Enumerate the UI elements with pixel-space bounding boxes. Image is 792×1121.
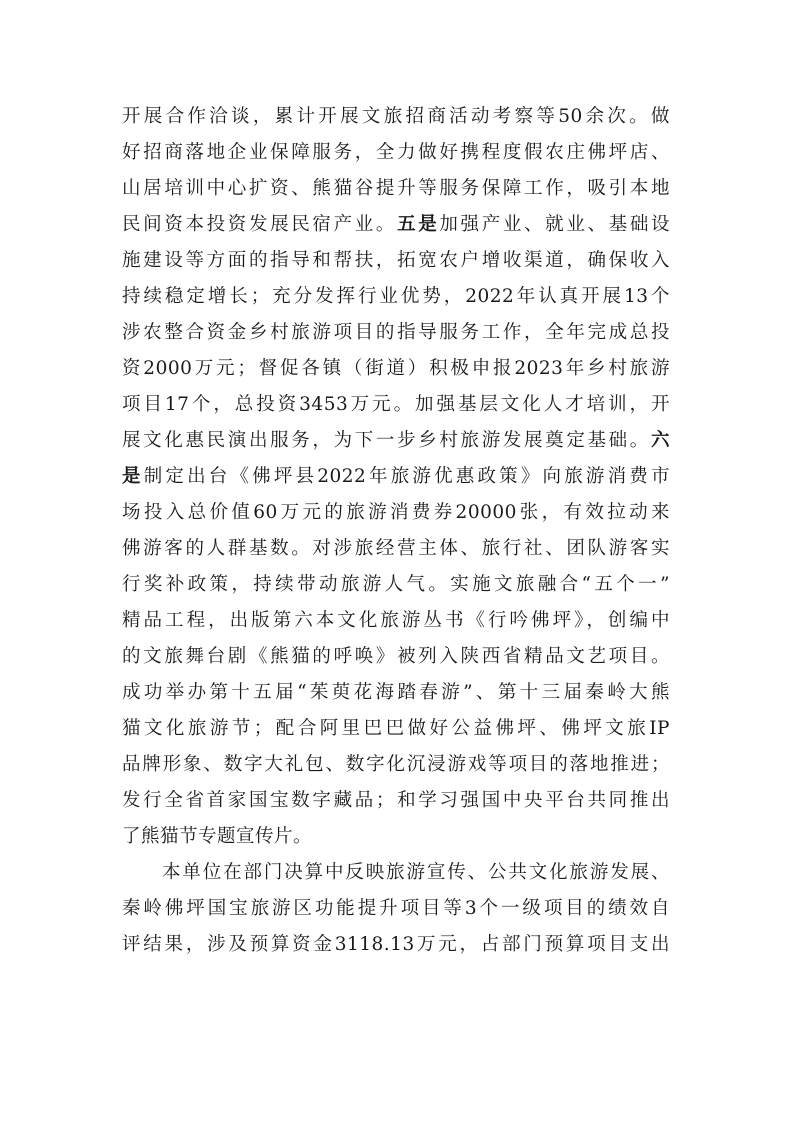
- text-line: 场投入总价值60万元的旅游消费券20000张，有效拉动来: [122, 502, 670, 523]
- text-segment: 展文化惠民演出服务，为下一步乡村旅游发展奠定基础。: [122, 430, 651, 451]
- text-segment: 制定出台《佛坪县2022年旅游优惠政策》向旅游消费市: [143, 466, 670, 487]
- text-line: 佛游客的人群基数。对涉旅经营主体、旅行社、团队游客实: [122, 538, 670, 559]
- text-line: [122, 207, 670, 243]
- text-line: 行奖补政策，持续带动旅游人气。实施文旅融合“五个一”: [122, 574, 670, 595]
- text-line: 资2000万元；督促各镇（街道）积极申报2023年乡村旅游: [122, 358, 670, 379]
- text-line: 项目17个，总投资3453万元。加强基层文化人才培训，开: [122, 394, 670, 415]
- text-line: 评结果，涉及预算资金3118.13万元，占部门预算项目支出: [122, 934, 670, 955]
- text-line: [122, 423, 670, 459]
- text-segment: 民间资本投资发展民宿产业。: [122, 214, 398, 235]
- bold-marker: 五是: [397, 214, 440, 235]
- bold-marker: 六: [650, 430, 670, 451]
- text-segment: 加强产业、就业、基础设: [439, 214, 670, 235]
- bold-marker: 是: [122, 466, 144, 487]
- text-line: 好招商落地企业保障服务，全力做好携程度假农庄佛坪店、: [122, 142, 670, 163]
- text-line: 本单位在部门决算中反映旅游宣传、公共文化旅游发展、: [162, 862, 670, 883]
- text-line: 涉农整合资金乡村旅游项目的指导服务工作，全年完成总投: [122, 322, 670, 343]
- text-line: 发行全省首家国宝数字藏品；和学习强国中央平台共同推出: [122, 790, 670, 811]
- text-line: 猫文化旅游节；配合阿里巴巴做好公益佛坪、佛坪文旅IP: [122, 718, 670, 739]
- text-line: 精品工程，出版第六本文化旅游丛书《行吟佛坪》，创编中: [122, 610, 670, 631]
- text-line: 的文旅舞台剧《熊猫的呼唤》被列入陕西省精品文艺项目。: [122, 646, 670, 667]
- text-line: 持续稳定增长；充分发挥行业优势，2022年认真开展13个: [122, 286, 670, 307]
- text-line: 品牌形象、数字大礼包、数字化沉浸游戏等项目的落地推进；: [122, 754, 670, 775]
- text-line: 成功举办第十五届“茱萸花海踏春游”、第十三届秦岭大熊: [122, 682, 670, 703]
- text-line: 施建设等方面的指导和帮扶，拓宽农户增收渠道，确保收入: [122, 250, 670, 271]
- text-line: 山居培训中心扩资、熊猫谷提升等服务保障工作，吸引本地: [122, 178, 670, 199]
- text-line: [122, 459, 670, 495]
- text-line: 了熊猫节专题宣传片。: [122, 826, 313, 847]
- text-line: 秦岭佛坪国宝旅游区功能提升项目等3个一级项目的绩效自: [122, 898, 670, 919]
- text-line: 开展合作洽谈，累计开展文旅招商活动考察等50余次。做: [122, 106, 670, 127]
